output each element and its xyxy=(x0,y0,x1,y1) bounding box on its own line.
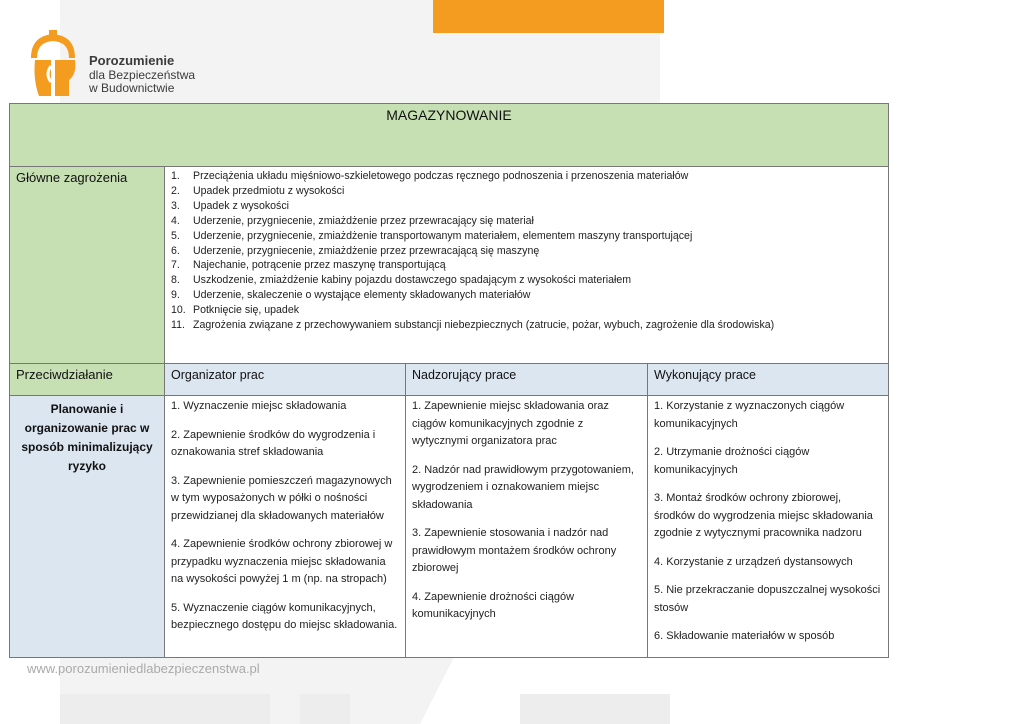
table-title: MAGAZYNOWANIE xyxy=(386,107,512,123)
list-item: 5. Wyznaczenie ciągów komunikacyjnych, bezpiecznego dostępu do miejsc składowania. xyxy=(171,601,398,631)
list-item: 2. Zapewnienie środków do wygrodzenia i oznakowania stref składowania xyxy=(171,428,376,458)
hazards-label-cell xyxy=(10,167,165,364)
brand-logo xyxy=(25,30,215,102)
col-header-worker: Wykonujący prace xyxy=(648,364,889,396)
prevention-label-cell xyxy=(10,364,165,396)
list-item: 2. Utrzymanie drożności ciągów komunikacyjnych xyxy=(654,446,810,476)
list-item: 1. Wyznaczenie miejsc składowania xyxy=(171,400,347,412)
brand-name-line3: w Budownictwie xyxy=(89,81,175,95)
list-item: 5. Nie przekraczanie dopuszczalnej wysokości stosów xyxy=(654,584,881,614)
list-item: 4. Zapewnienie środków ochrony zbiorowej w przypadku wyznaczenia miejsc składowania na wysokości powyżej 1 m (np. na stropach) xyxy=(171,538,393,585)
hazards-list-cell xyxy=(165,167,889,364)
title-row xyxy=(10,104,889,167)
supervisor-column xyxy=(406,396,648,658)
hazards-label: Główne zagrożenia xyxy=(16,170,128,185)
worker-column xyxy=(648,396,889,658)
planning-label-cell xyxy=(10,396,165,658)
decorative-stripe xyxy=(520,694,670,724)
list-item: 9. Uderzenie, skaleczenie o wystające elementy składowanych materiałów xyxy=(171,289,531,302)
list-item: 10. Potknięcie się, upadek xyxy=(171,304,300,317)
list-item: 3. Montaż środków ochrony zbiorowej, środków do wygrodzenia miejsc składowania zgodnie z wytycznymi pracownika nadzoru xyxy=(654,492,873,539)
list-item: 4. Uderzenie, przygniecenie, zmiażdżenie przez przewracający się materiał xyxy=(171,214,534,227)
list-item: 1. Przeciążenia układu mięśniowo-szkieletowego podczas ręcznego podnoszenia i przenoszenia materiałów xyxy=(171,170,689,182)
brand-name-line2: dla Bezpieczeństwa xyxy=(89,68,196,82)
list-item: 4. Korzystanie z urządzeń dystansowych xyxy=(654,555,853,568)
list-item: 2. Upadek przedmiotu z wysokości xyxy=(171,184,345,197)
hazards-list xyxy=(165,167,888,335)
list-item: 6. Składowanie materiałów w sposób xyxy=(654,630,835,642)
footer-url: www.porozumieniedlabezpieczenstwa.pl xyxy=(27,661,260,676)
list-item: 8. Uszkodzenie, zmiażdżenie kabiny pojazdu dostawczego spadającym z wysokości materiałem xyxy=(171,274,632,287)
list-item: 5. Uderzenie, przygniecenie, zmiażdżenie transportowanym materiałem, elementem maszyny transportującej xyxy=(171,229,693,242)
list-item: 2. Nadzór nad prawidłowym przygotowaniem, wygrodzeniem i oznakowaniem miejsc składowania xyxy=(412,463,634,511)
list-item: 1. Zapewnienie miejsc składowania oraz ciągów komunikacyjnych zgodnie z wytycznymi organizatora prac xyxy=(412,400,609,447)
col-header-supervisor: Nadzorujący prace xyxy=(406,364,648,396)
organizer-column xyxy=(165,396,406,658)
prevention-label: Przeciwdziałanie xyxy=(16,367,113,382)
col-header-organizer: Organizator prac xyxy=(165,364,406,396)
table-title-cell xyxy=(10,104,889,167)
brand-name-line1: Porozumienie xyxy=(89,53,175,68)
brand-logo-icon xyxy=(25,30,81,100)
list-item: 3. Zapewnienie pomieszczeń magazynowych w tym wyposażonych w półki o nośności przewidzianej dla składowanych materiałów xyxy=(171,474,392,522)
list-item: 7. Najechanie, potrącenie przez maszynę transportującą xyxy=(171,259,446,272)
header-accent-bar xyxy=(433,0,664,33)
list-item: 11. Zagrożenia związane z przechowywaniem substancji niebezpiecznych (zatrucie, pożar, wybuch, zagrożenie dla środowiska) xyxy=(171,319,775,332)
list-item: 3. Zapewnienie stosowania i nadzór nad prawidłowym montażem środków ochrony zbiorowej xyxy=(412,527,617,574)
decorative-stripe xyxy=(300,694,350,724)
hazards-row xyxy=(10,167,889,364)
planning-label: Planowanie i organizowanie prac w sposób minimalizujący ryzyko xyxy=(21,402,153,473)
planning-row xyxy=(10,396,889,658)
decorative-stripe xyxy=(60,694,270,724)
prevention-header-row xyxy=(10,364,889,396)
safety-table xyxy=(9,103,889,658)
list-item: 3. Upadek z wysokości xyxy=(171,199,289,212)
list-item: 4. Zapewnienie drożności ciągów komunikacyjnych xyxy=(412,590,575,620)
list-item: 6. Uderzenie, przygniecenie, zmiażdżenie przez przewracającą się maszynę xyxy=(171,244,540,257)
list-item: 1. Korzystanie z wyznaczonych ciągów komunikacyjnych xyxy=(654,400,845,430)
